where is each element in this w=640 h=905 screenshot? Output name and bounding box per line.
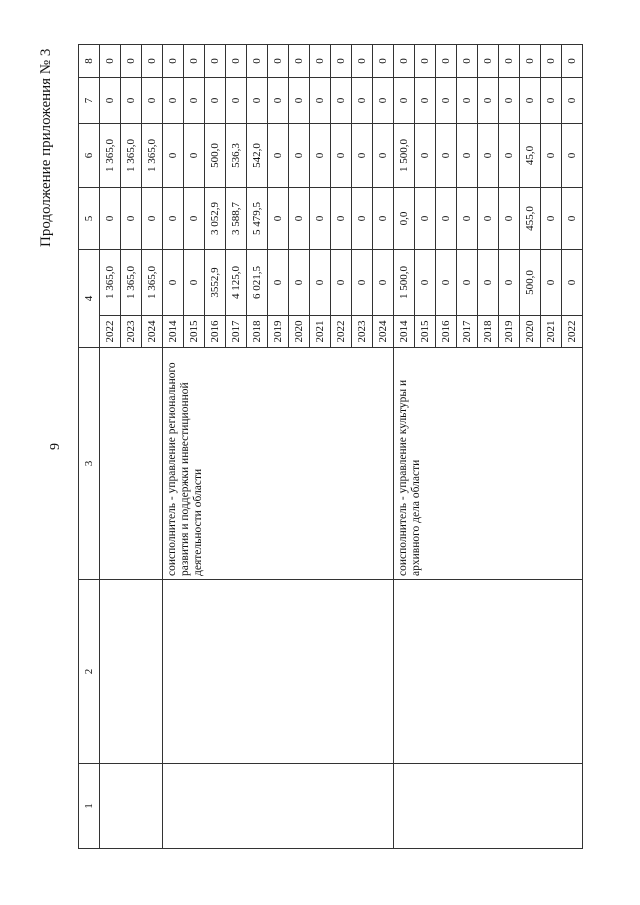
value-cell: 0 [331, 188, 352, 250]
table-row [100, 45, 121, 849]
value-cell: 0 [415, 78, 436, 124]
value-cell: 0 [184, 124, 205, 188]
value-cell: 0 [436, 45, 457, 78]
value-cell: 0 [184, 188, 205, 250]
value-cell: 0 [289, 188, 310, 250]
value-cell: 0 [247, 78, 268, 124]
value-cell: 0 [205, 45, 226, 78]
year-cell: 2018 [478, 316, 499, 348]
value-cell: 0 [226, 45, 247, 78]
value-cell: 0 [310, 124, 331, 188]
value-cell: 4 125,0 [226, 250, 247, 316]
value-cell: 0 [184, 45, 205, 78]
value-cell: 0 [499, 124, 520, 188]
year-cell: 2020 [289, 316, 310, 348]
col-header-4: 4 [79, 250, 100, 348]
value-cell: 0 [163, 188, 184, 250]
value-cell: 0 [373, 45, 394, 78]
value-cell: 0 [289, 250, 310, 316]
value-cell: 0 [163, 78, 184, 124]
value-cell: 0 [373, 78, 394, 124]
value-cell: 0 [478, 78, 499, 124]
value-cell: 0 [415, 45, 436, 78]
value-cell: 0 [562, 250, 583, 316]
value-cell: 0 [184, 250, 205, 316]
year-cell: 2015 [184, 316, 205, 348]
value-cell: 0 [121, 78, 142, 124]
value-cell: 0 [310, 250, 331, 316]
value-cell: 0 [142, 78, 163, 124]
year-cell: 2022 [331, 316, 352, 348]
year-cell: 2017 [457, 316, 478, 348]
value-cell: 0 [352, 45, 373, 78]
value-cell: 0 [142, 188, 163, 250]
value-cell: 3 588,7 [226, 188, 247, 250]
group-col1-cell [394, 764, 583, 849]
value-cell: 45,0 [520, 124, 541, 188]
year-cell: 2014 [163, 316, 184, 348]
value-cell: 0 [436, 250, 457, 316]
value-cell: 0 [415, 124, 436, 188]
group-col3-cell [100, 348, 163, 580]
group-col2-cell [394, 580, 583, 764]
value-cell: 1 500,0 [394, 250, 415, 316]
year-cell: 2016 [436, 316, 457, 348]
value-cell: 0 [310, 45, 331, 78]
value-cell: 0 [520, 45, 541, 78]
year-cell: 2015 [415, 316, 436, 348]
value-cell: 0,0 [394, 188, 415, 250]
year-cell: 2024 [373, 316, 394, 348]
value-cell: 455,0 [520, 188, 541, 250]
value-cell: 0 [457, 124, 478, 188]
value-cell: 0 [184, 78, 205, 124]
value-cell: 0 [373, 250, 394, 316]
value-cell: 0 [562, 45, 583, 78]
value-cell: 0 [541, 188, 562, 250]
col-header-8: 8 [79, 45, 100, 78]
group-col3-cell: соисполнитель - управление культуры и архивного дела области [394, 348, 583, 580]
value-cell: 0 [268, 45, 289, 78]
value-cell: 0 [457, 78, 478, 124]
value-cell: 1 365,0 [121, 250, 142, 316]
column-number-row [79, 45, 100, 849]
year-cell: 2022 [100, 316, 121, 348]
group-col1-cell [163, 764, 394, 849]
value-cell: 0 [163, 45, 184, 78]
year-cell: 2014 [394, 316, 415, 348]
value-cell: 5 479,5 [247, 188, 268, 250]
value-cell: 0 [331, 250, 352, 316]
col-header-6: 6 [79, 124, 100, 188]
value-cell: 0 [289, 124, 310, 188]
value-cell: 1 365,0 [121, 124, 142, 188]
value-cell: 0 [163, 250, 184, 316]
year-cell: 2020 [520, 316, 541, 348]
value-cell: 0 [100, 188, 121, 250]
year-cell: 2016 [205, 316, 226, 348]
value-cell: 1 365,0 [100, 250, 121, 316]
year-cell: 2024 [142, 316, 163, 348]
value-cell: 0 [100, 45, 121, 78]
value-cell: 0 [499, 188, 520, 250]
value-cell: 0 [289, 45, 310, 78]
appendix-header: Продолжение приложения № 3 [38, 48, 54, 247]
value-cell: 6 021,5 [247, 250, 268, 316]
value-cell: 0 [268, 250, 289, 316]
value-cell: 0 [478, 250, 499, 316]
value-cell: 0 [457, 250, 478, 316]
table-body [100, 45, 583, 849]
value-cell: 0 [352, 188, 373, 250]
value-cell: 0 [352, 124, 373, 188]
table-row [394, 45, 415, 849]
year-cell: 2017 [226, 316, 247, 348]
value-cell: 0 [331, 78, 352, 124]
value-cell: 1 500,0 [394, 124, 415, 188]
value-cell: 0 [268, 188, 289, 250]
value-cell: 1 365,0 [100, 124, 121, 188]
value-cell: 0 [310, 78, 331, 124]
col-header-1: 1 [79, 764, 100, 849]
table-row [163, 45, 184, 849]
value-cell: 0 [436, 188, 457, 250]
year-cell: 2018 [247, 316, 268, 348]
value-cell: 0 [268, 78, 289, 124]
value-cell: 0 [541, 45, 562, 78]
group-col2-cell [163, 580, 394, 764]
year-cell: 2022 [562, 316, 583, 348]
value-cell: 0 [436, 124, 457, 188]
value-cell: 0 [457, 45, 478, 78]
year-cell: 2019 [268, 316, 289, 348]
col-header-3: 3 [79, 348, 100, 580]
value-cell: 542,0 [247, 124, 268, 188]
value-cell: 0 [205, 78, 226, 124]
year-cell: 2021 [310, 316, 331, 348]
value-cell: 0 [226, 78, 247, 124]
budget-table [78, 44, 583, 849]
col-header-7: 7 [79, 78, 100, 124]
group-col3-cell: соисполнитель - управление регионального развития и поддержки инвестиционной деятельности области [163, 348, 394, 580]
value-cell: 536,3 [226, 124, 247, 188]
value-cell: 0 [352, 250, 373, 316]
value-cell: 0 [415, 250, 436, 316]
value-cell: 0 [499, 45, 520, 78]
value-cell: 0 [394, 78, 415, 124]
value-cell: 0 [100, 78, 121, 124]
year-cell: 2023 [121, 316, 142, 348]
value-cell: 3552,9 [205, 250, 226, 316]
value-cell: 0 [541, 78, 562, 124]
value-cell: 0 [562, 188, 583, 250]
value-cell: 0 [520, 78, 541, 124]
value-cell: 0 [121, 45, 142, 78]
value-cell: 1 365,0 [142, 124, 163, 188]
page-number: 9 [48, 443, 63, 450]
value-cell: 0 [562, 124, 583, 188]
value-cell: 0 [541, 250, 562, 316]
value-cell: 3 052,9 [205, 188, 226, 250]
value-cell: 0 [331, 45, 352, 78]
value-cell: 0 [415, 188, 436, 250]
value-cell: 500,0 [520, 250, 541, 316]
value-cell: 1 365,0 [142, 250, 163, 316]
value-cell: 0 [121, 188, 142, 250]
group-col2-cell [100, 580, 163, 764]
value-cell: 0 [268, 124, 289, 188]
year-cell: 2023 [352, 316, 373, 348]
value-cell: 0 [163, 124, 184, 188]
value-cell: 0 [373, 188, 394, 250]
value-cell: 0 [352, 78, 373, 124]
value-cell: 0 [436, 78, 457, 124]
value-cell: 0 [142, 45, 163, 78]
value-cell: 500,0 [205, 124, 226, 188]
value-cell: 0 [331, 124, 352, 188]
group-col1-cell [100, 764, 163, 849]
value-cell: 0 [394, 45, 415, 78]
value-cell: 0 [373, 124, 394, 188]
value-cell: 0 [499, 78, 520, 124]
value-cell: 0 [457, 188, 478, 250]
year-cell: 2019 [499, 316, 520, 348]
value-cell: 0 [478, 45, 499, 78]
value-cell: 0 [562, 78, 583, 124]
year-cell: 2021 [541, 316, 562, 348]
col-header-2: 2 [79, 580, 100, 764]
value-cell: 0 [478, 124, 499, 188]
value-cell: 0 [310, 188, 331, 250]
value-cell: 0 [499, 250, 520, 316]
col-header-5: 5 [79, 188, 100, 250]
value-cell: 0 [247, 45, 268, 78]
value-cell: 0 [541, 124, 562, 188]
value-cell: 0 [478, 188, 499, 250]
value-cell: 0 [289, 78, 310, 124]
